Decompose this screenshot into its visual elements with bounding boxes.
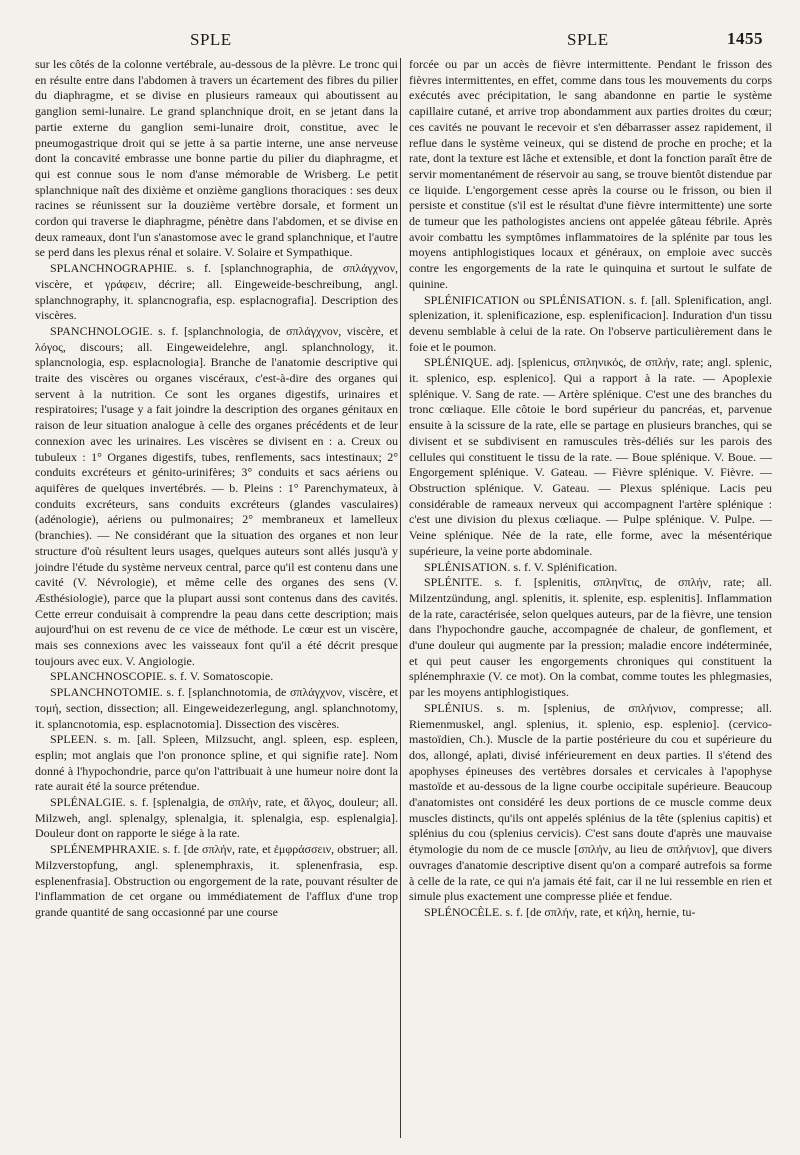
left-column bbox=[35, 57, 398, 921]
entry-continuation: forcée ou par un accès de fièvre intermittente. Pendant le frisson des fièvres intermittentes, en effet, comme dans tous les mouvements du corps exécutés avec précipitation, le sang abandonne en partie le système capillaire cutané, et arrive trop abondamment aux parties droites du cœur; ces cavités ne pouvant le recevoir et s'en débarrasser assez rapidement, il reflue dans le système veineux, qui se distend de proche en proche; et la rate, dont la texture est lâche et extensible, et dont la fonction paraît être de servir momentanément de réservoir au sang, se trouve bientôt distendue par ce liquide. L'engorgement cesse après la course ou le frisson, ou bien il persiste et constitue (s'il est le résultat d'une fièvre intermittente) une sorte de tumeur que les pathologistes anciens ont appelée gâteau fébrile. Après avoir combattu les symptômes inflammatoires de la splénite par tous les moyens antiphlogistiques locaux et généraux, on emploie avec succès contre les engorgements de la rate le quinquina et surtout le sulfate de quinine. bbox=[409, 57, 772, 291]
entry-continuation: sur les côtés de la colonne vertébrale, au-dessous de la plèvre. Le tronc qui en résulte entre dans l'abdomen à travers un écartement des fibres du pilier du diaphragme, et se divise en plusieurs rameaux qui aboutissent au ganglion semi-lunaire. Le grand splanchnique droit, en se jetant dans la partie externe du ganglion semi-lunaire droit, constitue, avec le pneumogastrique droit qui se jette à sa partie interne, une anse nerveuse dont la concavité embrasse une bonne partie du pilier du diaphragme, et qui est connue sous le nom d'anse mémorable de Wrisberg. Le petit splanchnique naît des dixième et onzième ganglions thoraciques : ses deux racines se réunissent sur la douzième vertèbre dorsale, et forment un cordon qui traverse le diaphragme, pénètre dans l'abdomen, et se divise en deux rameaux, dont l'un s'anastomose avec le grand splanchnique, et l'autre se perd dans les plexus rénal et solaire. V. Solaire et Sympathique. bbox=[35, 57, 398, 260]
running-head-left: SPLE bbox=[190, 30, 232, 49]
entry-splanchnographie: SPLANCHNOGRAPHIE. s. f. [splanchnographia, de σπλάγχνον, viscère, et γράφειν, décrire; all. Eingeweide-beschreibung, angl. splanchnography, it. splancnografia, esp. esplacnografia]. Description des viscères. bbox=[35, 261, 398, 323]
entry-splenique: SPLÉNIQUE. adj. [splenicus, σπληνικός, de σπλήν, rate; angl. splenic, it. splenico, esp. esplenico]. Qui a rapport à la rate. — Apoplexie splénique. V. Sang de rate. — Artère splénique. C'est une des branches du tronc cœliaque. Elle côtoie le bord supérieur du pancréas, et, parvenue ensuite à la scissure de la rate, elle se partage en plusieurs branches, qui se divisent et se subdivisent en ramuscules très-déliés sur les parois des cellules qui constituent le tissu de la rate. — Boue splénique. V. Boue. — Engorgement splénique. V. Gateau. — Fièvre splénique. V. Fièvre. — Obstruction splénique. V. Gateau. — Plexus splénique. Lacis peu considérable de rameaux nerveux qui accompagnent l'artère splénique : c'est une division du plexus cœliaque. — Pulpe splénique. V. Pulpe. — Veine splénique. Née de la rate, elle forme, avec la mésentérique supérieure, la veine porte abdominale. bbox=[409, 355, 772, 558]
entry-splenius: SPLÉNIUS. s. m. [splenius, de σπλήνιον, compresse; all. Riemenmuskel, angl. splenius, it. splenio, esp. esplenio]. (cervico-mastoïdien, Ch.). Muscle de la partie postérieure du cou et supérieure du dos, allongé, aplati, divisé inférieurement en deux parties. Il s'étend des apophyses épineuses des vertèbres dorsales et cervicales à l'apophyse mastoïde et au-dessous de la ligne courbe occipitale supérieure. Beaucoup d'anatomistes ont considéré les deux portions de ce muscle comme deux muscles distincts, qu'ils ont appelés splénius de la tête (splenius capitis) et splénius du cou (splenius cervicis). C'est sans doute d'après une mauvaise étymologie du nom de ce muscle [σπλήν, au lieu de σπλήνιον], que divers ouvrages d'anatomie descriptive disent qu'on a comparé autrefois sa forme à celle de la rate, ce qui n'a jamais été fait, car il ne lui ressemble en rien et simule plus exactement une compresse pliée et fendue. bbox=[409, 700, 772, 904]
entry-splenite: SPLÉNITE. s. f. [splenitis, σπληνῖτις, de σπλήν, rate; all. Milzentzündung, angl. splenitis, it. splenite, esp. esplenitis]. Inflammation de la rate, caractérisée, selon quelques auteurs, par de la fièvre, une tension dans l'hypochondre gauche, accompagnée de chaleur, de gonflement, et d'une douleur qui augmente par la pression; maladie encore indéterminée, et qui peut causer les engorgements chroniques qui constituent la splénemphraxie (V. ce mot). On la combat, comme toutes les phlegmasies, par les moyens antiphlogistiques. bbox=[409, 575, 772, 700]
entry-splanchnoscopie: SPLANCHNOSCOPIE. s. f. V. Somatoscopie. bbox=[50, 669, 274, 684]
entry-splenification: SPLÉNIFICATION ou SPLÉNISATION. s. f. [all. Splenification, angl. splenization, it. splenificazione, esp. esplenificacion]. Induration d'un tissu devenu semblable à celui de la rate. On l'observe particulièrement dans le foie et le poumon. bbox=[409, 292, 772, 354]
entry-splenemphraxie: SPLÉNEMPHRAXIE. s. f. [de σπλήν, rate, et ἐμφράσσειν, obstruer; all. Milzverstopfung, angl. splenemphraxis, it. splenenfrasia, esp. esplenenfrasia]. Obstruction ou engorgement de la rate, pouvant résulter de l'inflammation de cet organe ou immédiatement de l'afflux d'une trop grande quantité de sang occasionné par une course bbox=[35, 842, 398, 919]
entry-splenisation: SPLÉNISATION. s. f. V. Splénification. bbox=[424, 559, 618, 574]
entry-spleen: SPLEEN. s. m. [all. Spleen, Milzsucht, angl. spleen, esp. espleen, esplin; mot anglais que l'on prononce spline, et qui signifie rate]. Nom donné à l'hypochondrie, parce qu'on l'attribuait à une humeur noire dont la rate aurait été la source prétendue. bbox=[35, 732, 398, 794]
right-column bbox=[409, 57, 772, 921]
entry-spanchnologie: SPANCHNOLOGIE. s. f. [splanchnologia, de σπλάγχνον, viscère, et λόγος, discours; all. Eingeweidelehre, angl. splanchnology, it. splancnologia, esp. esplacnologia]. Branche de l'anatomie descriptive qui traite des viscères ou organes viscéraux, c'est-à-dire des organes qui servent à la nutrition. Ce sont les organes digestifs, urinaires et respiratoires; l'usage y a fait joindre la description des organes génitaux en raison de leur situation analogue à celle des organes précédents et de leur connexion avec les urinaires. Les viscères se divisent en : a. Creux ou tubuleux : 1° Organes digestifs, tubes, renflements, sacs intestinaux; 2° conduits excréteurs et génito-urinifères; 3° conduits et sacs aériens ou aquifères de quelques invertébrés. — b. Pleins : 1° Parenchymateux, à conduits excréteurs, sans conduits excréteurs (glandes vasculaires) (adénologie), aériens ou pulmonaires; 2° membraneux et lamelleux (branchies). — Ne considérant que la situation des organes et non leur structure d'où résultent leurs usages, quelques auteurs sont allés jusqu'à y joindre l'étude du système nerveux central, parce qu'il est contenu dans une cavité (V. Névrologie), et même celle des organes des sens (V. Æsthésiologie), parce que la plupart aussi sont contenus dans des cavités. Cette erreur conduisait à comprendre la peau dans cette description; mais aujourd'hui on est revenu de ce vice de méthode. Le cœur est un viscère, mais ses connexions avec les vaisseaux font qu'il a été décrit presque toujours avec eux. V. Angiologie. bbox=[35, 323, 398, 668]
entry-splenocele: SPLÉNOCÈLE. s. f. [de σπλήν, rate, et κήλη, hernie, tu- bbox=[424, 904, 696, 919]
column-divider bbox=[400, 58, 401, 1138]
entry-splanchnotomie: SPLANCHNOTOMIE. s. f. [splanchnotomia, de σπλάγχνον, viscère, et τομή, section, dissection; all. Eingeweidezerlegung, angl. splanchnotomy, it. splancnotomia, esp. esplacnotomia]. Dissection des viscères. bbox=[35, 685, 398, 731]
running-header bbox=[0, 26, 800, 52]
entry-splenalgie: SPLÉNALGIE. s. f. [splenalgia, de σπλήν, rate, et ἄλγος, douleur; all. Milzweh, angl. splenalgy, splenalgia, it. splenalgia, esp. esplenalgia]. Douleur dont on rapporte le siége à la rate. bbox=[35, 795, 398, 841]
page-number: 1455 bbox=[727, 29, 763, 48]
running-head-right: SPLE bbox=[567, 30, 609, 49]
